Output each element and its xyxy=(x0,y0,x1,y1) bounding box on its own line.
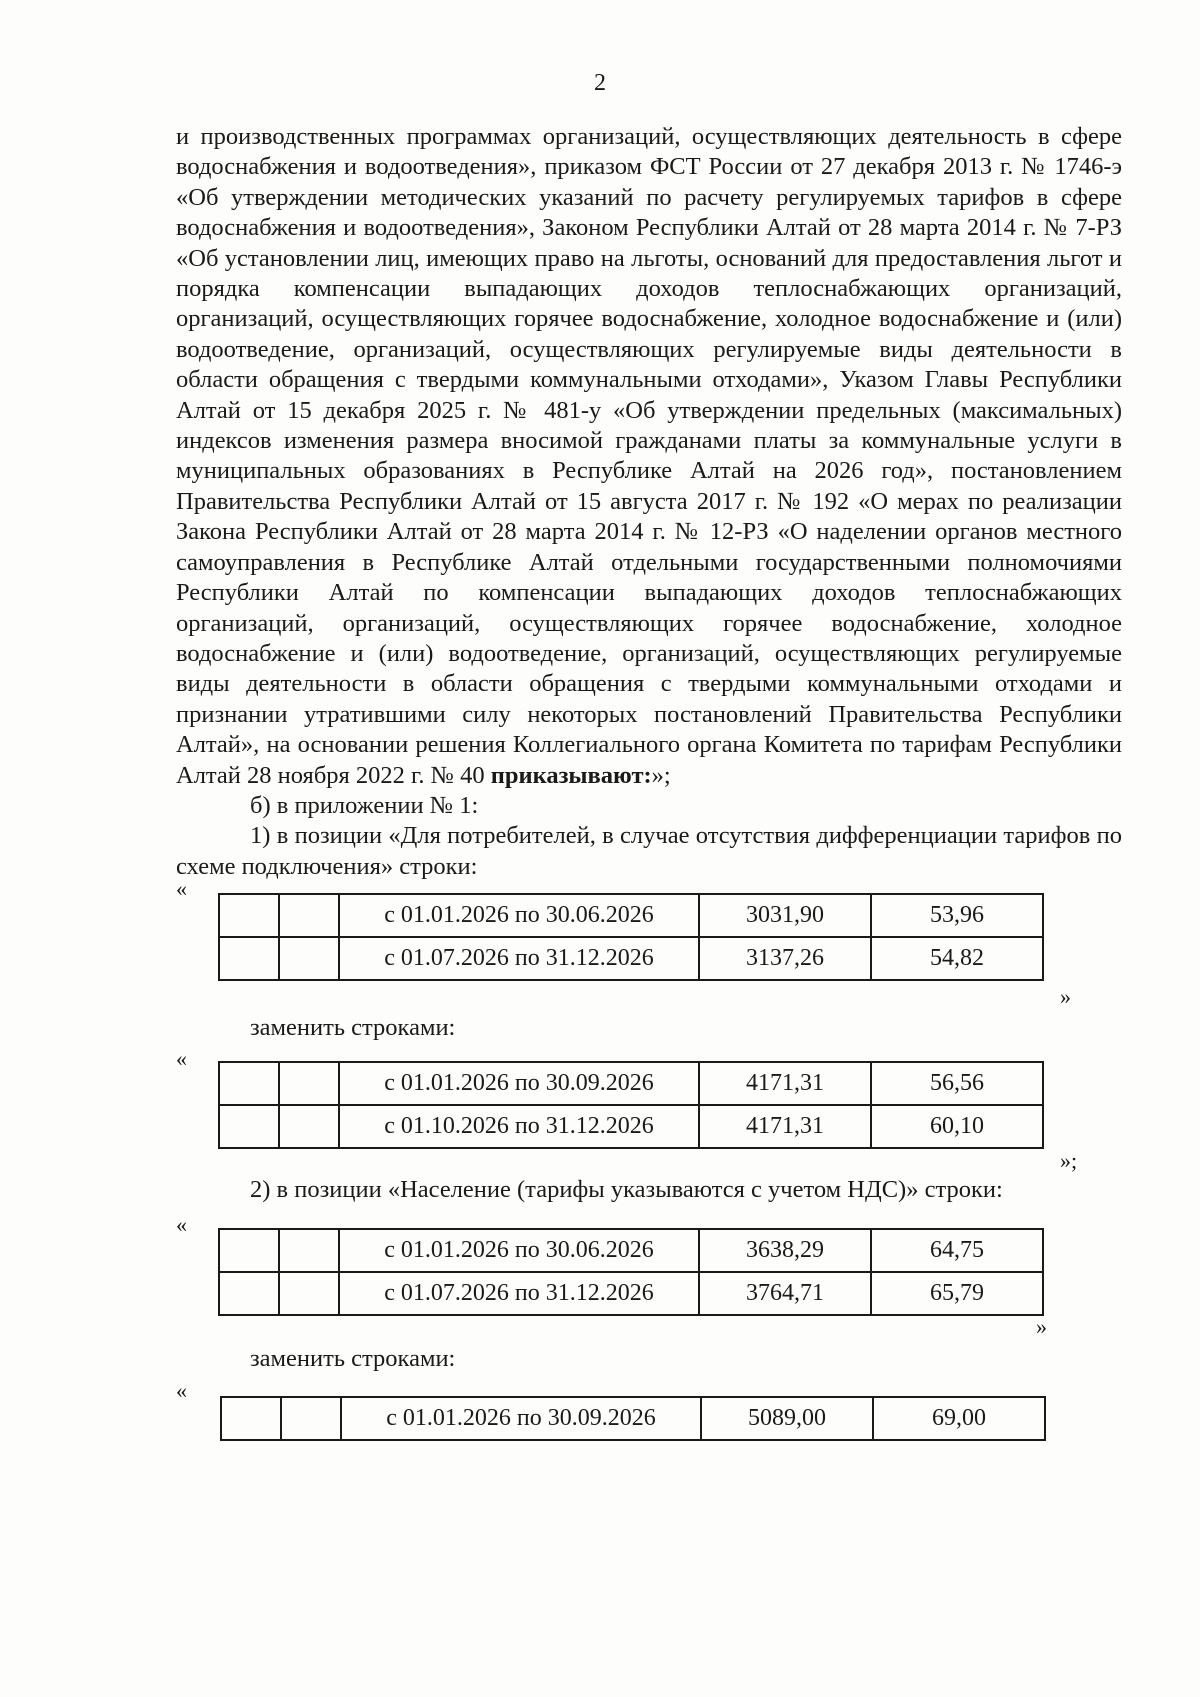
table-row xyxy=(219,1229,1043,1272)
empty-cell xyxy=(219,1062,279,1105)
period-cell: с 01.07.2026 по 31.12.2026 xyxy=(339,1272,699,1315)
quote-open: « xyxy=(176,1046,187,1071)
quote-close: » xyxy=(1060,984,1071,1009)
empty-cell xyxy=(279,894,339,937)
empty-cell xyxy=(219,894,279,937)
tariff-table-new-consumers xyxy=(218,1061,1044,1149)
tariff-value-cell: 3764,71 xyxy=(699,1272,871,1315)
table-row xyxy=(219,894,1043,937)
tariff-value-cell: 60,10 xyxy=(871,1105,1043,1148)
empty-cell xyxy=(279,1272,339,1315)
tariff-value-cell: 3031,90 xyxy=(699,894,871,937)
replace-label: заменить строками: xyxy=(250,1014,456,1041)
tariff-value-cell: 3638,29 xyxy=(699,1229,871,1272)
item-b: б) в приложении № 1: xyxy=(250,791,479,819)
quote-close: » xyxy=(1036,1314,1047,1339)
period-cell: с 01.01.2026 по 30.09.2026 xyxy=(341,1397,701,1440)
tariff-value-cell: 53,96 xyxy=(871,894,1043,937)
period-cell: с 01.01.2026 по 30.06.2026 xyxy=(339,894,699,937)
tariff-value-cell: 54,82 xyxy=(871,937,1043,980)
empty-cell xyxy=(221,1397,281,1440)
table-row xyxy=(219,1105,1043,1148)
tariff-table-old-population xyxy=(218,1228,1044,1316)
empty-cell xyxy=(219,937,279,980)
empty-cell xyxy=(281,1397,341,1440)
quote-open: « xyxy=(176,1378,187,1403)
tariff-value-cell: 56,56 xyxy=(871,1062,1043,1105)
tariff-value-cell: 69,00 xyxy=(873,1397,1045,1440)
main-paragraph-tail: »; xyxy=(651,761,671,789)
page-number: 2 xyxy=(594,70,606,96)
quote-open: « xyxy=(176,876,187,901)
replace-label: заменить строками: xyxy=(250,1345,456,1372)
table-row xyxy=(221,1397,1045,1440)
tariff-table-new-population xyxy=(220,1396,1046,1441)
tariff-value-cell: 3137,26 xyxy=(699,937,871,980)
quote-open: « xyxy=(176,1212,187,1237)
empty-cell xyxy=(219,1272,279,1315)
tariff-value-cell: 4171,31 xyxy=(699,1105,871,1148)
main-paragraph xyxy=(176,122,1122,791)
period-cell: с 01.10.2026 по 31.12.2026 xyxy=(339,1105,699,1148)
empty-cell xyxy=(279,937,339,980)
item-1: 1) в позиции «Для потребителей, в случае отсутствия дифференциации тарифов по схеме подключения» строки: xyxy=(176,822,1122,880)
tariff-value-cell: 4171,31 xyxy=(699,1062,871,1105)
period-cell: с 01.07.2026 по 31.12.2026 xyxy=(339,937,699,980)
period-cell: с 01.01.2026 по 30.09.2026 xyxy=(339,1062,699,1105)
empty-cell xyxy=(279,1062,339,1105)
tariff-value-cell: 5089,00 xyxy=(701,1397,873,1440)
tariff-table-old-consumers xyxy=(218,893,1044,981)
table-row xyxy=(219,1272,1043,1315)
item-2: 2) в позиции «Население (тарифы указываются с учетом НДС)» строки: xyxy=(250,1176,1003,1203)
table-row xyxy=(219,937,1043,980)
empty-cell xyxy=(219,1229,279,1272)
main-paragraph-text: и производственных программах организаций, осуществляющих деятельность в сфере водоснабжения и водоотведения», приказом ФСТ России от 27 декабря 2013 г. № 1746-э «Об утверждении методических указаний по расчету регулируемых тарифов в сфере водоснабжения и водоотведения», Законом Республики Алтай от 28 марта 2014 г. № 7-РЗ «Об установлении лиц, имеющих право на льготы, оснований для предоставления льгот и порядка компенсации выпадающих доходов теплоснабжающих организаций, организаций, осуществляющих горячее водоснабжение, холодное водоснабжение и (или) водоотведение, организаций, осуществляющих регулируемые виды деятельности в области обращения с твердыми коммунальными отходами», Указом Главы Республики Алтай от 15 декабря 2025 г. № 481-у «Об утверждении предельных (максимальных) индексов изменения размера вносимой гражданами платы за коммунальные услуги в муниципальных образованиях в Республике Алтай на 2026 год», постановлением Правительства Республики Алтай от 15 августа 2017 г. № 192 «О мерах по реализации Закона Республики Алтай от 28 марта 2014 г. № 12-РЗ «О наделении органов местного самоуправления в Республике Алтай отдельными государственными полномочиями Республики Алтай по компенсации выпадающих доходов теплоснабжающих организаций, организаций, осуществляющих горячее водоснабжение, холодное водоснабжение и (или) водоотведение, организаций, осуществляющих регулируемые виды деятельности в области обращения с твердыми коммунальными отходами и признании утратившими силу некоторых постановлений Правительства Республики Алтай», на основании решения Коллегиального органа Комитета по тарифам Республики Алтай 28 ноября 2022 г. № 40 xyxy=(176,123,1122,789)
table-row xyxy=(219,1062,1043,1105)
empty-cell xyxy=(219,1105,279,1148)
empty-cell xyxy=(279,1229,339,1272)
order-keyword: приказывают: xyxy=(490,761,652,789)
tariff-value-cell: 64,75 xyxy=(871,1229,1043,1272)
document-body xyxy=(176,122,1122,882)
empty-cell xyxy=(279,1105,339,1148)
tariff-value-cell: 65,79 xyxy=(871,1272,1043,1315)
quote-close-semicolon: »; xyxy=(1060,1148,1078,1173)
period-cell: с 01.01.2026 по 30.06.2026 xyxy=(339,1229,699,1272)
